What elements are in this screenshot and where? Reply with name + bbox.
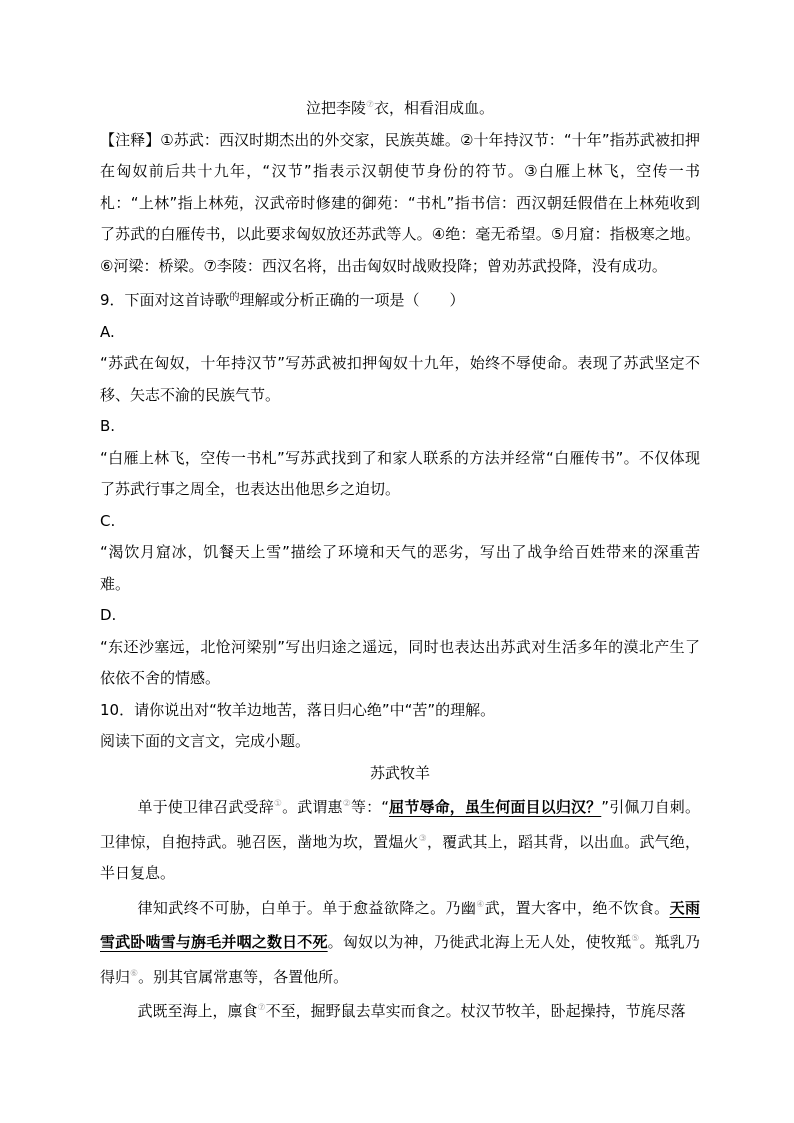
passage-paragraph-1 [100, 789, 700, 890]
question-10: 10．请你说出对“牧羊边地苦，落日归心绝”中“苦”的理解。 [100, 700, 496, 719]
text-segment: 。别其官属常惠等，各置他所。 [138, 967, 349, 986]
superscript-marker: ④ [476, 899, 485, 910]
option-c-label: C. [100, 511, 116, 530]
passage-paragraph-2 [100, 890, 700, 994]
passage-paragraph-3 [100, 993, 700, 1028]
reading-intro: 阅读下面的文言文，完成小题。 [100, 732, 311, 750]
superscript-marker: ③ [418, 833, 427, 844]
text-segment: 。羝乳乃得归 [100, 933, 700, 986]
text-segment: 理解或分析正确的一项是（ ） [239, 291, 465, 309]
superscript-marker: ⑤ [631, 934, 640, 944]
option-d-text: “东还沙塞远，北怆河梁别”写出归途之遥远，同时也表达出苏武对生活多年的漠北产生了依依不舍的情感。 [100, 637, 700, 687]
text-segment: 律知武终不可胁，白单于。单于愈益欲降之。乃幽 [137, 898, 477, 917]
text-segment: 衣，相看泪成血。 [374, 99, 495, 117]
superscript-marker: ① [273, 799, 283, 809]
text-segment: 不至，掘野鼠去草实而食之。杖汉节牧羊，卧起操持，节旄尽落 [265, 1002, 686, 1020]
underlined-text: 天雨雪武卧啮雪与旃毛并咽之数日不死 [100, 898, 700, 951]
option-a-text: “苏武在匈奴，十年持汉节”写苏武被扣押匈奴十九年，始终不辱使命。表现了苏武坚定不移、矢志不渝的民族气节。 [100, 354, 700, 404]
option-d-label: D. [100, 606, 117, 624]
passage-title: 苏武牧羊 [369, 763, 430, 782]
superscript-marker: 的 [229, 292, 240, 303]
superscript-marker: ② [342, 799, 351, 809]
superscript-marker: ⑦ [365, 100, 375, 110]
text-segment: 。武谓惠 [282, 798, 343, 816]
text-segment: 单于使卫律召武受辞 [137, 798, 274, 816]
text-segment: 武，置大客中，绝不饮食。 [484, 898, 670, 917]
option-c-text: “渴饮月窟冰，饥餐天上雪”描绘了环境和天气的恶劣，写出了战争给百姓带来的深重苦难。 [100, 543, 700, 593]
text-segment: 武既至海上，廪食 [137, 1002, 258, 1020]
text-segment: 等：“ [350, 798, 390, 816]
text-segment: ”引佩刀自刺。卫律惊，自抱持武。驰召医，凿地为坎，置煴火 [100, 798, 700, 851]
option-a-label: A. [100, 322, 115, 341]
text-segment: 泣把李陵 [305, 99, 366, 117]
superscript-marker: ⑥ [130, 968, 139, 979]
text-segment: 。匈奴以为神，乃徙武北海上无人处，使牧羝 [327, 933, 632, 951]
underlined-text: 屈节辱命，虽生何面目以归汉？ [389, 798, 602, 816]
question-9 [100, 282, 700, 317]
option-b-label: B. [100, 417, 116, 435]
text-segment: 9．下面对这首诗歌 [100, 291, 230, 309]
poem-line [100, 90, 700, 125]
notes-paragraph: 【注释】①苏武：西汉时期杰出的外交家，民族英雄。②十年持汉节：“十年”指苏武被扣押在匈奴前后共十九年，“汉节”指表示汉朝使节身份的符节。③白雁上林飞，空传一书札：“上林”指上林苑，汉武帝时修建的御苑：“书札”指书信：西汉朝廷假借在上林苑收到了苏武的白雁传书，以此要求匈奴放还苏武等人。④绝：毫无希望。⑤月窟：指极寒之地。⑥河梁：桥梁。⑦李陵：西汉名将，出击匈奴时战败投降；曾劝苏武投降，没有成功。 [100, 130, 700, 275]
text-segment: ，覆武其上，蹈其背，以出血。武气绝，半日复息。 [100, 832, 700, 882]
superscript-marker: ⑦ [257, 1003, 266, 1013]
option-b-text: “白雁上林飞，空传一书札”写苏武找到了和家人联系的方法并经常“白雁传书”。不仅体现了苏武行事之周全，也表达出他思乡之迫切。 [100, 448, 700, 498]
